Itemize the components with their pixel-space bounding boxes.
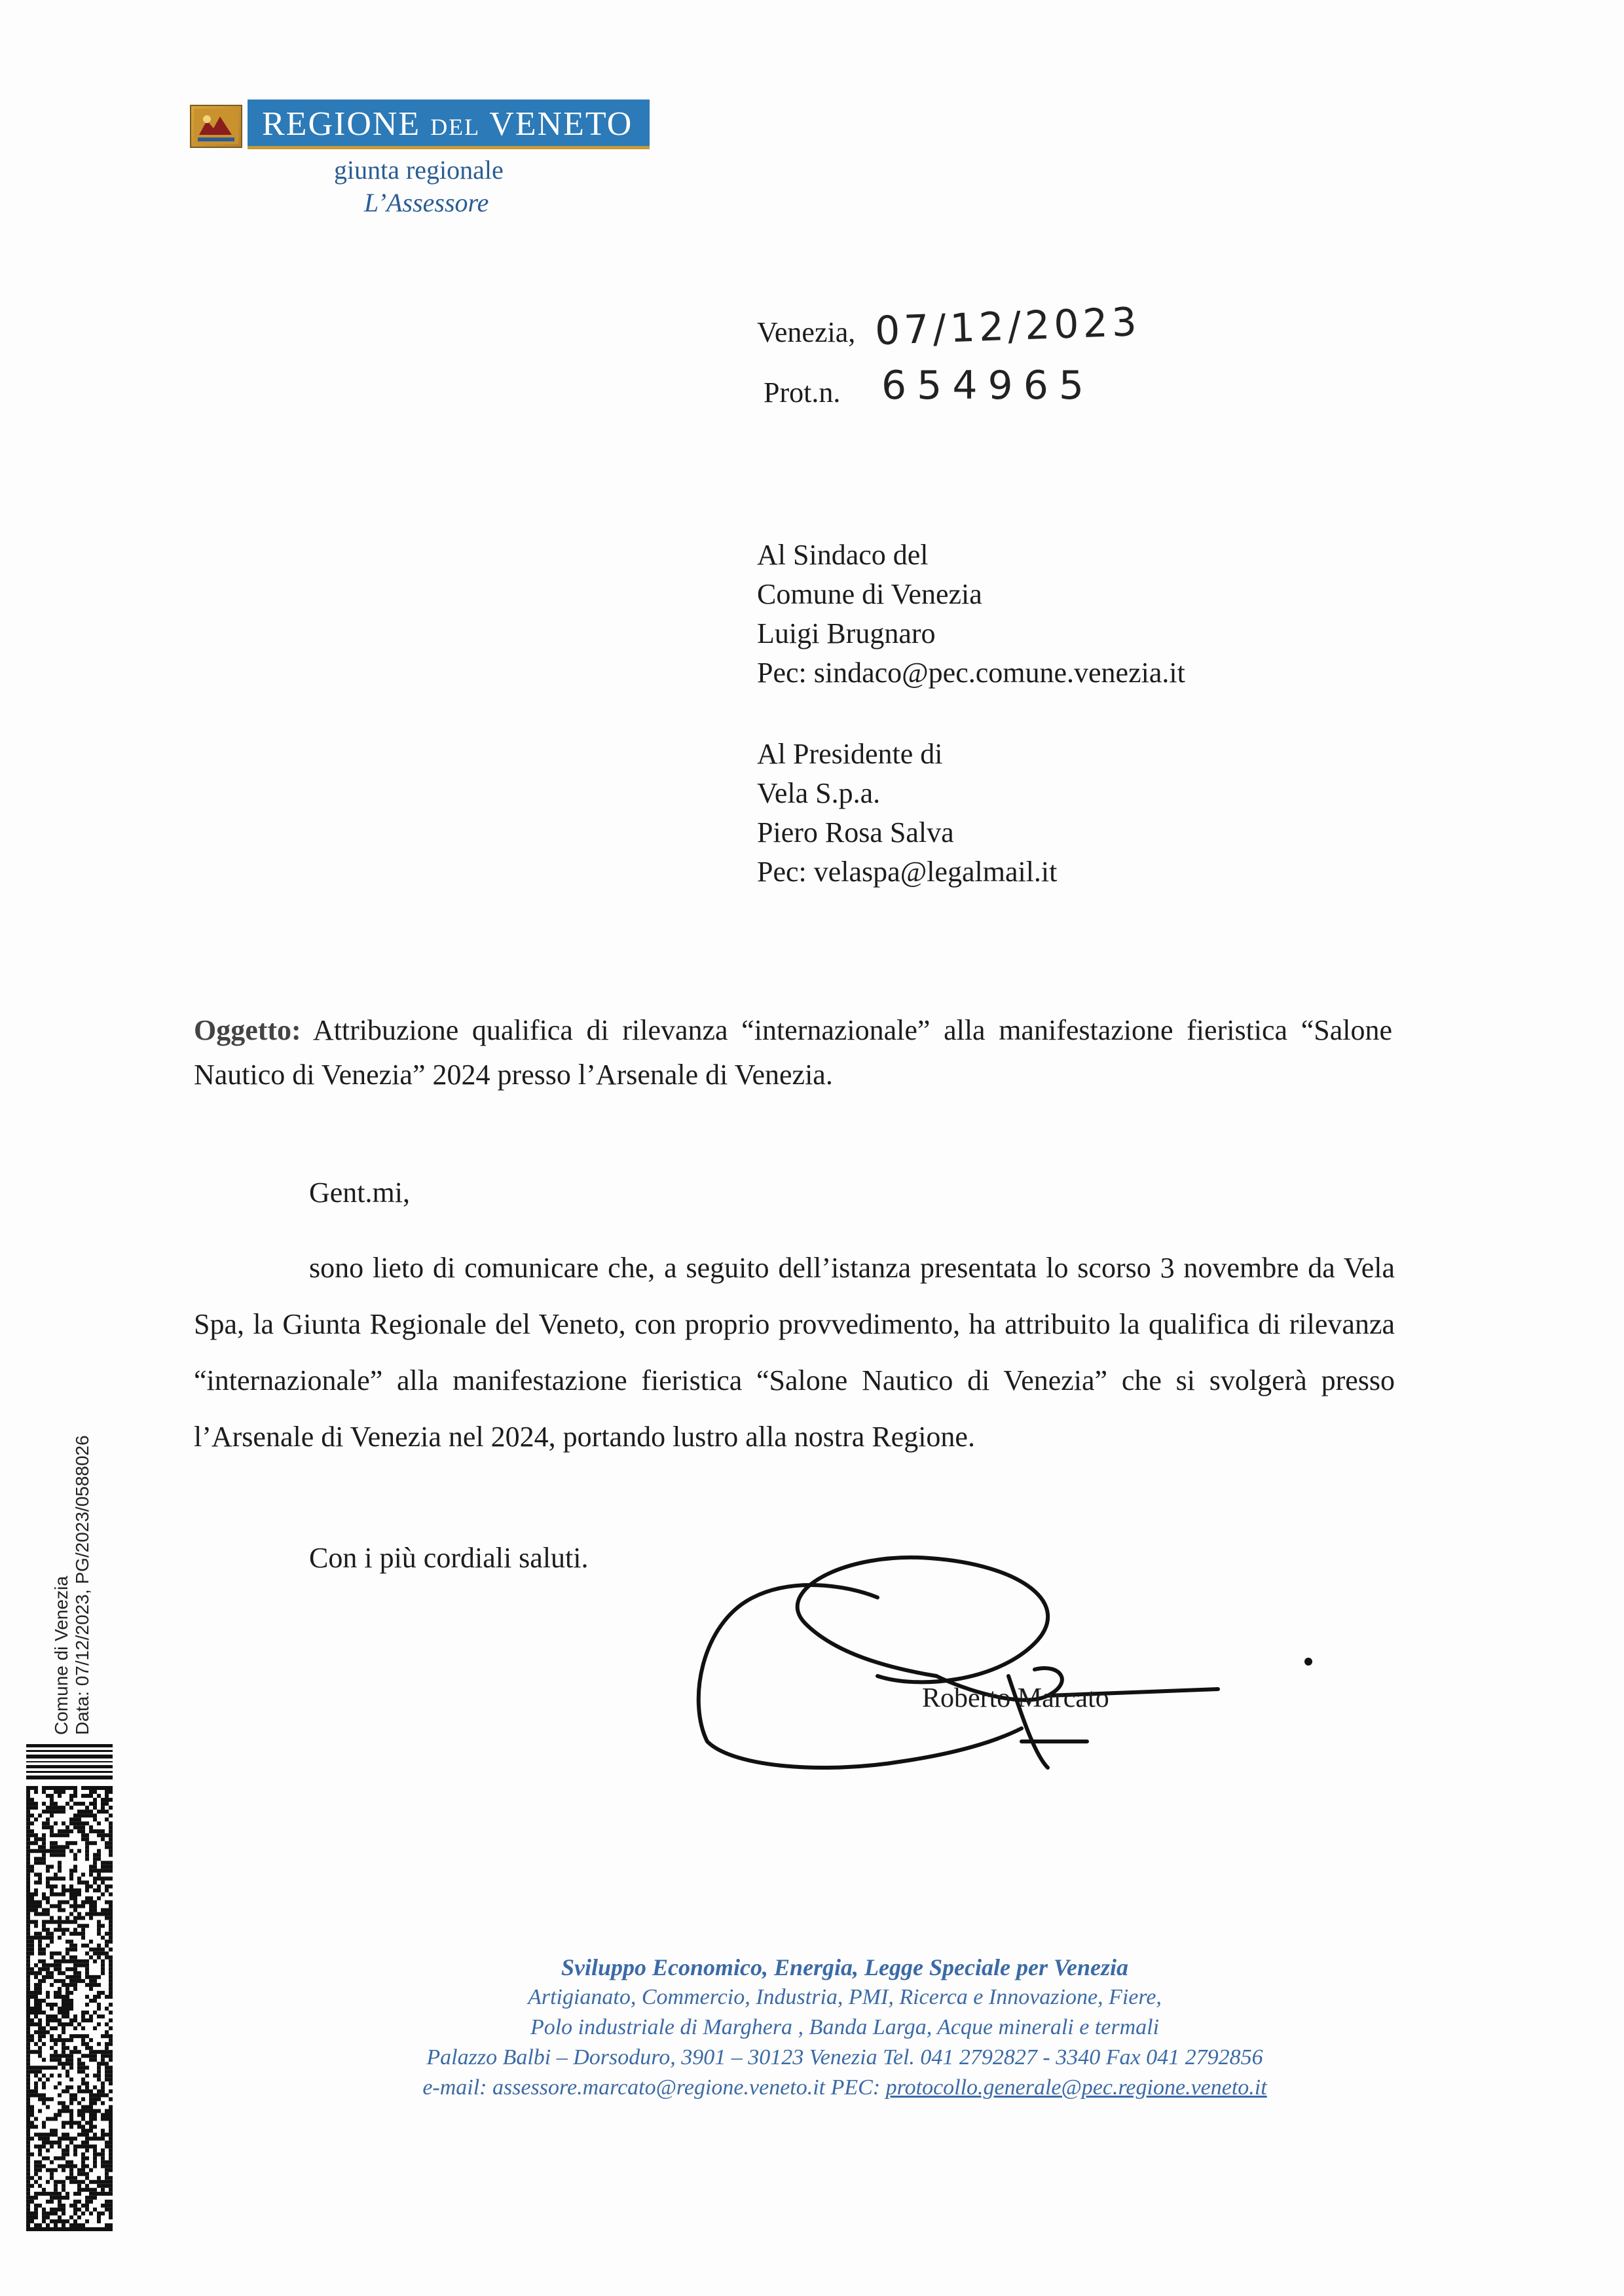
recipient-block-sindaco	[757, 536, 1185, 693]
footer-email: e-mail: assessore.marcato@regione.veneto.it PEC:	[422, 2075, 881, 2100]
stamp-line-1: Comune di Venezia	[51, 1576, 71, 1735]
recipient-line: Al Sindaco del	[757, 539, 929, 571]
footer-pec-link[interactable]: protocollo.generale@pec.regione.veneto.it	[885, 2075, 1267, 2100]
recipient-line: Vela S.p.a.	[757, 777, 881, 809]
recipient-pec: Pec: velaspa@legalmail.it	[757, 856, 1058, 888]
logo-word-veneto: VENETO	[489, 105, 633, 143]
datamatrix-code	[26, 1786, 113, 2231]
protocol-number-handwritten: 654965	[881, 363, 1095, 409]
logo-word-del: DEL	[430, 114, 481, 140]
closing-greeting: Con i più cordiali saluti.	[309, 1542, 589, 1574]
protocol-stamp	[51, 1368, 94, 1735]
recipient-line: Piero Rosa Salva	[757, 816, 954, 848]
protocol-label: Prot.n.	[764, 376, 841, 409]
handwritten-signature	[681, 1545, 1323, 1794]
footer-department: Sviluppo Economico, Energia, Legge Speciale per Venezia	[561, 1954, 1128, 1980]
date-label: Venezia,	[757, 316, 856, 348]
recipient-line: Comune di Venezia	[757, 578, 982, 610]
recipient-line: Luigi Brugnaro	[757, 617, 936, 649]
recipient-line: Al Presidente di	[757, 738, 943, 770]
assessore-label: L’Assessore	[364, 188, 489, 217]
stamp-line-2: Data: 07/12/2023, PG/2023/0588026	[72, 1435, 92, 1735]
footer-address: Palazzo Balbi – Dorsoduro, 3901 – 30123 Venezia Tel. 041 2792827 - 3340 Fax 041 2792856	[426, 2045, 1263, 2069]
subject-block	[194, 1008, 1392, 1097]
letter-body-paragraph: sono lieto di comunicare che, a seguito dell’istanza presentata lo scorso 3 novembre da Vela Spa, la Giunta Regionale del Veneto, con proprio provvedimento, ha attribuito la qualifica di rilevanza “internazionale” alla manifestazione fieristica “Salone Nautico di Venezia” che si svolgerà presso l’Arsenale di Venezia nel 2024, portando lustro alla nostra Regione.	[194, 1252, 1395, 1453]
recipient-pec: Pec: sindaco@pec.comune.venezia.it	[757, 657, 1185, 689]
logo-word-regione: REGIONE	[262, 105, 421, 143]
salutation: Gent.mi,	[309, 1176, 410, 1209]
subject-label: Oggetto:	[194, 1014, 301, 1046]
footer-email-line	[288, 2073, 1401, 2103]
footer-areas: Artigianato, Commercio, Industria, PMI, Ricerca e Innovazione, Fiere,	[528, 1985, 1162, 2009]
subject-text: Attribuzione qualifica di rilevanza “internazionale” alla manifestazione fieristica “Salone Nautico di Venezia” 2024 presso l’Arsenale di Venezia.	[194, 1014, 1392, 1091]
region-logo-banner	[248, 100, 650, 149]
region-coat-of-arms-icon	[190, 105, 242, 148]
date-value-handwritten: 07/12/2023	[874, 299, 1141, 355]
barcode-bars	[26, 1744, 113, 1779]
footer-areas-2: Polo industriale di Marghera , Banda Larga, Acque minerali e termali	[530, 2015, 1160, 2039]
giunta-label: giunta regionale	[334, 155, 504, 185]
signer-name: Roberto Marcato	[922, 1683, 1109, 1713]
footer-contact	[288, 1952, 1401, 2103]
recipient-block-vela	[757, 735, 1057, 892]
